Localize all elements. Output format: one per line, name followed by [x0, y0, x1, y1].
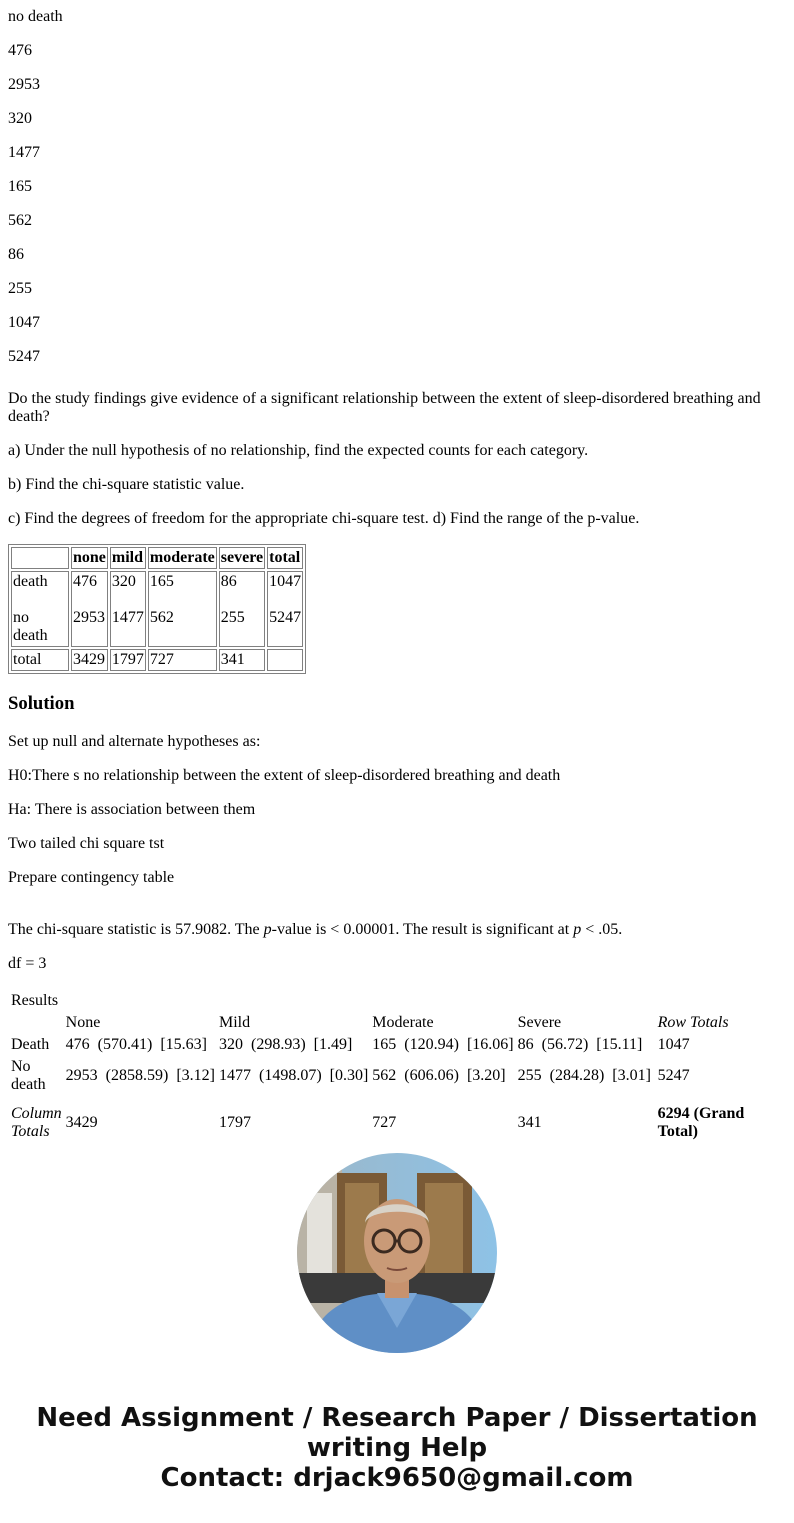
- results-row-label: Column Totals: [11, 1105, 62, 1140]
- results-header: Mild: [218, 1014, 251, 1031]
- results-cell: 165 (120.94) [16.06]: [372, 1036, 514, 1053]
- top-value-list: [8, 0, 786, 374]
- top-value: 562: [8, 212, 32, 229]
- top-value: no death: [8, 8, 63, 25]
- total-cell: 341: [219, 649, 265, 671]
- results-header: Row Totals: [657, 1014, 729, 1031]
- value-cell: [267, 571, 303, 647]
- death-value: 476: [73, 573, 97, 590]
- total-cell: 3429: [71, 649, 108, 671]
- label-death: death: [13, 573, 48, 590]
- results-cell: 5247: [657, 1067, 690, 1084]
- solution-heading: Solution: [8, 693, 75, 714]
- solution-line: Two tailed chi square tst: [8, 835, 165, 852]
- promo-line: Need Assignment / Research Paper / Dissertation: [36, 1403, 758, 1433]
- question-a: a) Under the null hypothesis of no relationship, find the expected counts for each category.: [8, 442, 589, 459]
- data-table-header-row: [11, 547, 303, 569]
- results-header: None: [65, 1014, 101, 1031]
- no-death-value: 2953: [73, 609, 105, 626]
- death-value: 320: [111, 573, 136, 590]
- death-value: 165: [149, 573, 174, 590]
- header-cell: [11, 547, 69, 569]
- top-value: 1047: [8, 314, 40, 331]
- grand-total-cell: 6294 (Grand Total): [657, 1105, 745, 1140]
- chi-square-statement: [8, 921, 786, 939]
- results-cell: 341: [517, 1114, 542, 1131]
- header-cell: mild: [110, 547, 146, 569]
- no-death-value: 562: [149, 609, 174, 626]
- death-value: 86: [220, 573, 237, 590]
- total-cell: total: [11, 649, 69, 671]
- row-label-cell: [11, 571, 69, 647]
- stat-text: < .05.: [581, 921, 623, 938]
- results-cell: 2953 (2858.59) [3.12]: [65, 1067, 215, 1084]
- stat-p-symbol: p: [263, 921, 272, 938]
- data-table-total-row: [11, 649, 303, 671]
- results-header: Moderate: [372, 1014, 434, 1031]
- header-cell: none: [71, 547, 108, 569]
- results-header: Severe: [517, 1014, 562, 1031]
- data-table-row: [11, 571, 303, 647]
- results-cell: 255 (284.28) [3.01]: [517, 1067, 651, 1084]
- top-value: 2953: [8, 76, 40, 93]
- total-cell: 1797: [110, 649, 146, 671]
- value-cell: [148, 571, 217, 647]
- value-cell: [110, 571, 146, 647]
- stat-text: The chi-square statistic is 57.9082. The: [8, 921, 264, 938]
- value-cell: [219, 571, 265, 647]
- top-value: 5247: [8, 348, 40, 365]
- question-main: Do the study findings give evidence of a significant relationship between the extent of sleep-disordered breathing and death?: [8, 390, 761, 425]
- results-table: [8, 989, 778, 1151]
- top-value: 86: [8, 246, 24, 263]
- stat-text: -value is < 0.00001. The result is significant at: [271, 921, 574, 938]
- no-death-value: 5247: [269, 609, 302, 626]
- solution-line: H0:There s no relationship between the extent of sleep-disordered breathing and death: [8, 767, 561, 784]
- promo-banner: [0, 1403, 794, 1493]
- results-cell: 86 (56.72) [15.11]: [517, 1036, 643, 1053]
- question-cd: c) Find the degrees of freedom for the appropriate chi-square test. d) Find the range of the p-value.: [8, 510, 640, 527]
- no-death-value: 1477: [111, 609, 144, 626]
- top-value: 255: [8, 280, 32, 297]
- solution-line: Prepare contingency table: [8, 869, 175, 886]
- author-portrait-icon: [297, 1153, 497, 1353]
- promo-line: writing Help: [306, 1433, 488, 1463]
- header-cell: moderate: [148, 547, 217, 569]
- death-value: 1047: [269, 573, 302, 590]
- header-cell: total: [267, 547, 303, 569]
- promo-contact: Contact: drjack9650@gmail.com: [160, 1463, 634, 1493]
- results-cell: 562 (606.06) [3.20]: [372, 1067, 506, 1084]
- top-value: 320: [8, 110, 32, 127]
- no-death-value: 255: [220, 609, 245, 626]
- value-cell: [71, 571, 108, 647]
- results-header: [10, 1013, 63, 1033]
- stat-p-symbol: p: [573, 921, 582, 938]
- label-no-death: no death: [13, 609, 48, 644]
- results-cell: 1047: [657, 1036, 690, 1053]
- solution-line: Set up null and alternate hypotheses as:: [8, 733, 261, 750]
- total-cell: [267, 649, 303, 671]
- data-table: [8, 544, 306, 674]
- results-caption: Results: [11, 992, 59, 1009]
- results-cell: 3429: [65, 1114, 98, 1131]
- document-body: [8, 0, 786, 1151]
- results-caption-row: [10, 991, 776, 1011]
- results-row-death: [10, 1035, 776, 1055]
- author-avatar: [297, 1153, 497, 1353]
- top-value: 476: [8, 42, 32, 59]
- total-cell: 727: [148, 649, 217, 671]
- top-value: 165: [8, 178, 32, 195]
- results-row-label: Death: [11, 1036, 50, 1053]
- results-cell: 476 (570.41) [15.63]: [65, 1036, 207, 1053]
- solution-line: Ha: There is association between them: [8, 801, 256, 818]
- results-row-column-totals: [10, 1097, 776, 1149]
- results-cell: 1477 (1498.07) [0.30]: [218, 1067, 369, 1084]
- degrees-of-freedom: df = 3: [8, 955, 47, 972]
- results-cell: 1797: [218, 1114, 251, 1131]
- results-header-row: [10, 1013, 776, 1033]
- question-b: b) Find the chi-square statistic value.: [8, 476, 245, 493]
- results-cell: 320 (298.93) [1.49]: [218, 1036, 353, 1053]
- header-cell: severe: [219, 547, 265, 569]
- results-row-label: No death: [11, 1058, 46, 1093]
- results-cell: 727: [372, 1114, 397, 1131]
- results-row-no-death: [10, 1057, 776, 1095]
- top-value: 1477: [8, 144, 40, 161]
